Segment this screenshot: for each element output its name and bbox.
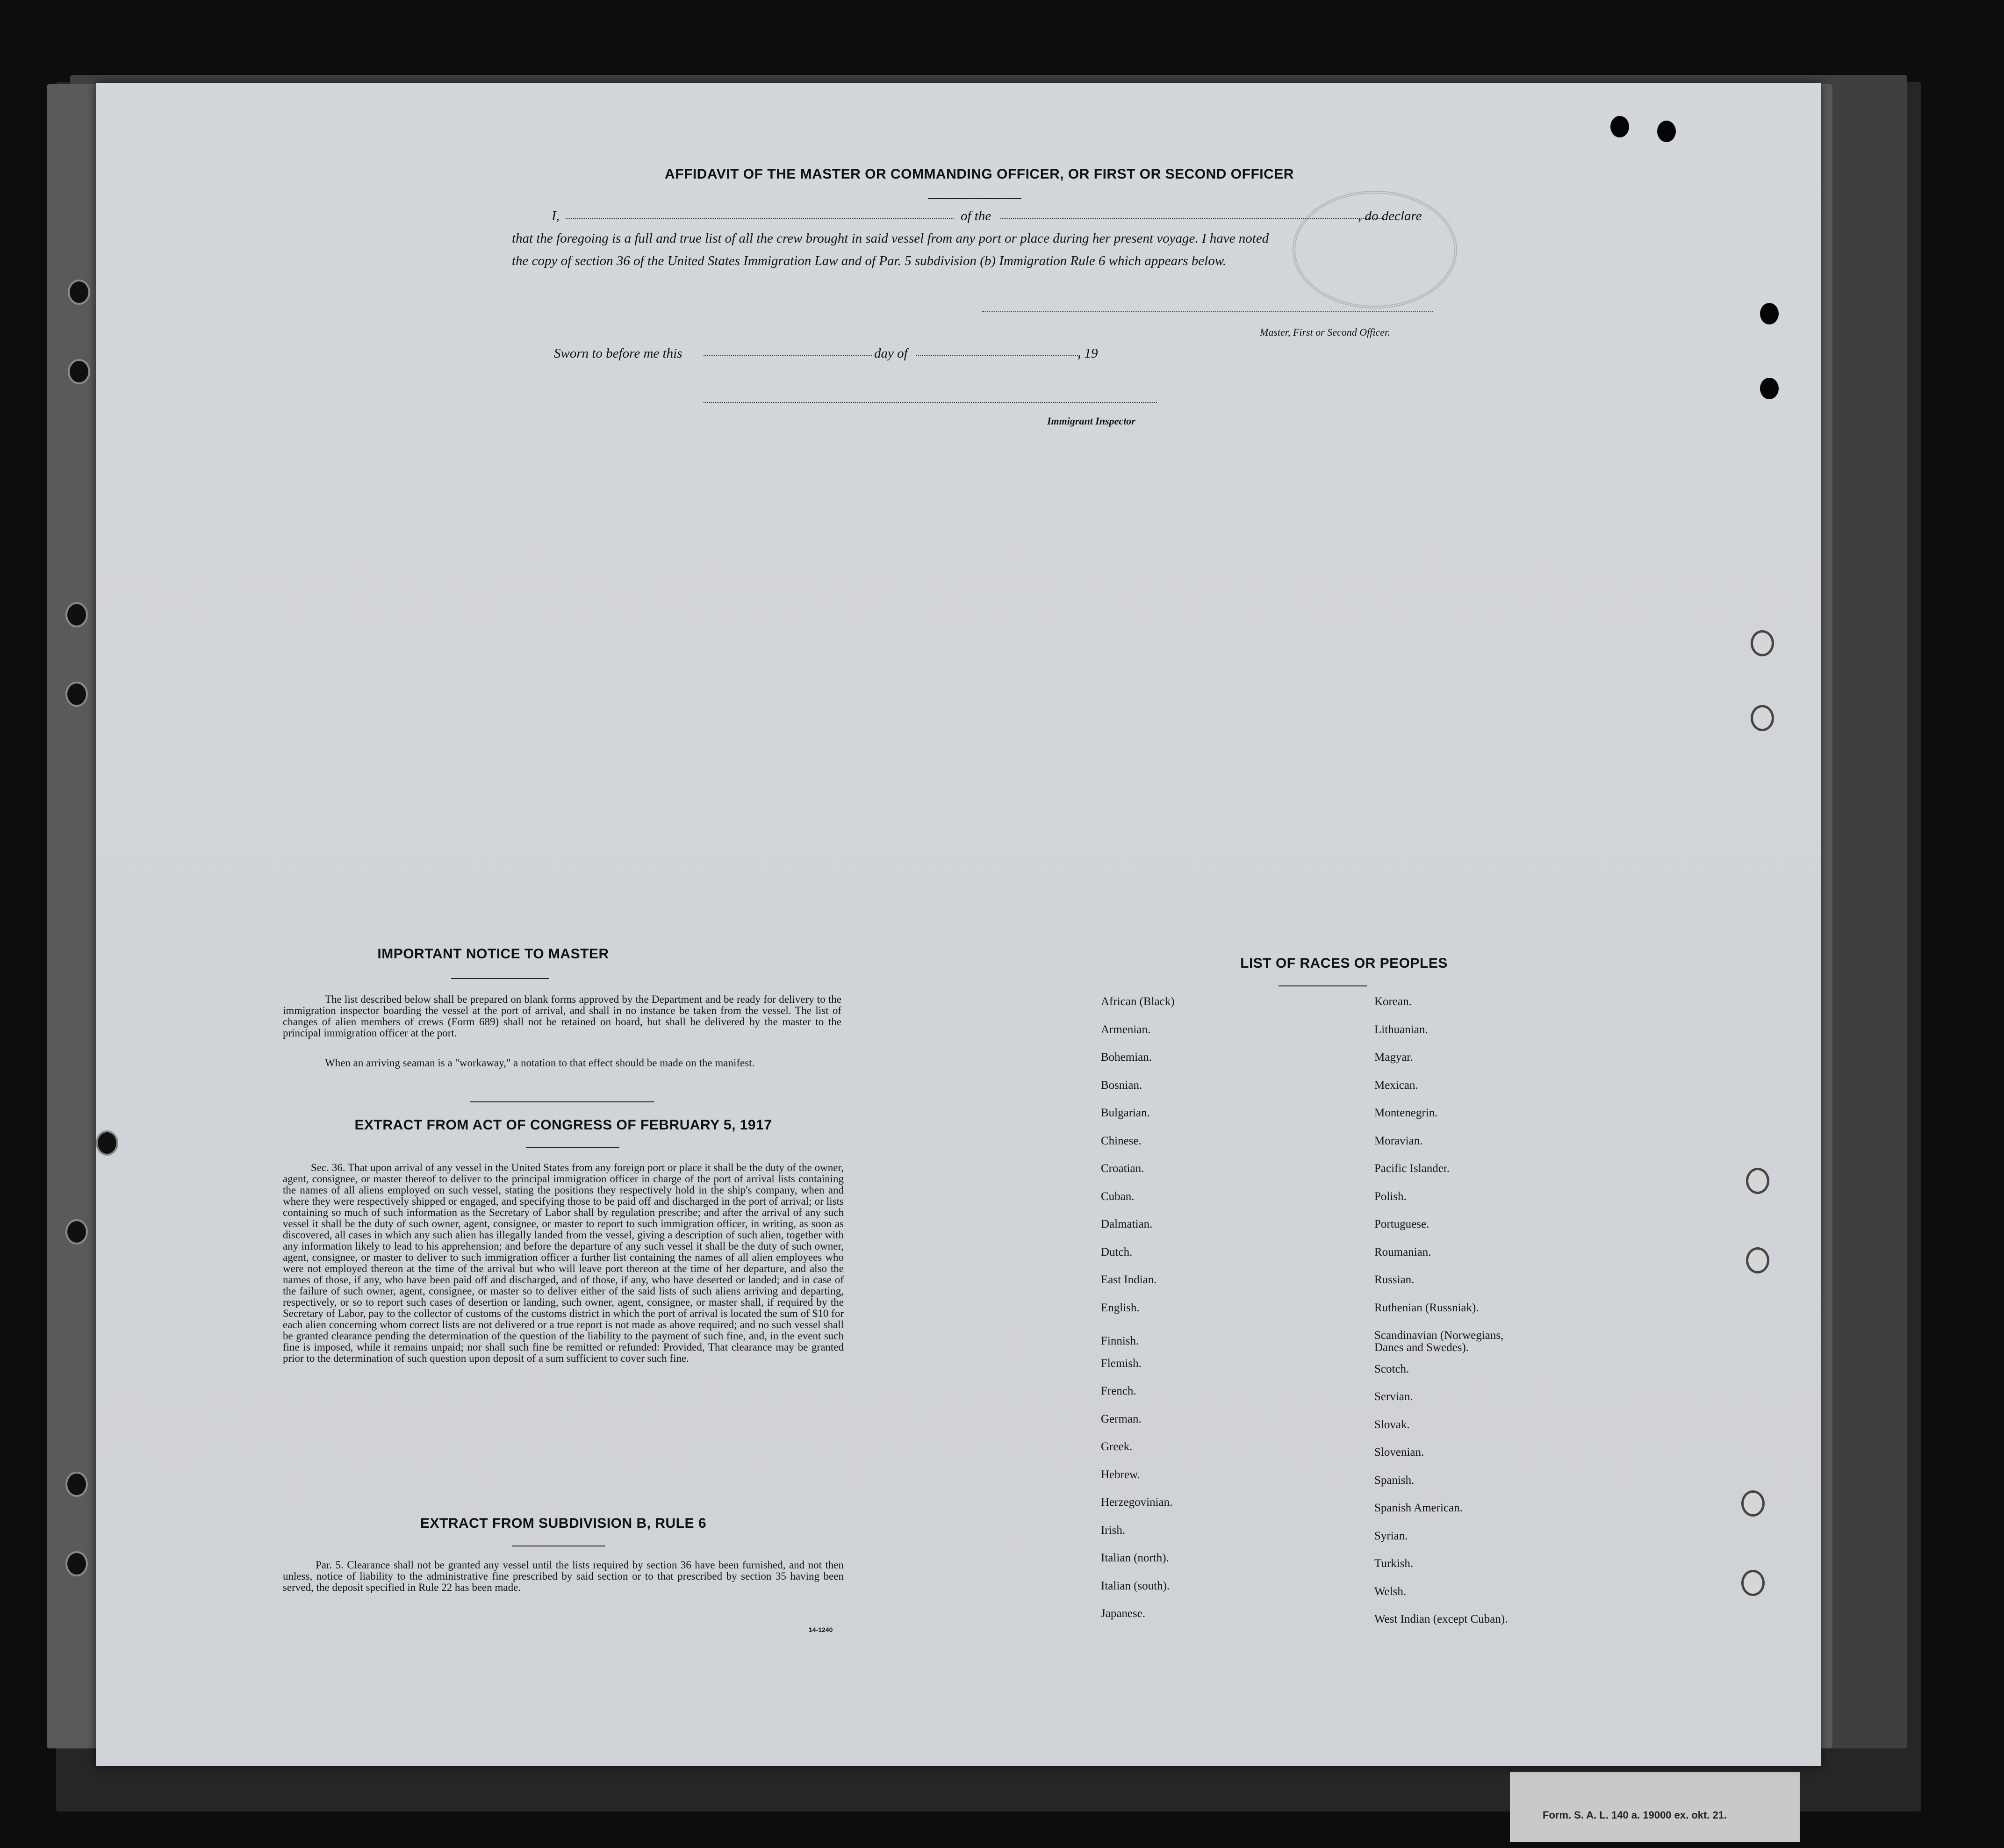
punch-hole: [65, 1472, 88, 1497]
punch-hole: [1746, 1247, 1769, 1273]
race-item: Russian.: [1374, 1273, 1415, 1286]
race-item: Dutch.: [1101, 1245, 1133, 1258]
extract-rule-title: EXTRACT FROM SUBDIVISION B, RULE 6: [420, 1516, 707, 1531]
race-item: Croatian.: [1101, 1162, 1144, 1175]
race-item: African (Black): [1101, 995, 1175, 1008]
punch-hole: [68, 359, 90, 384]
race-item: Syrian.: [1374, 1529, 1408, 1542]
race-item: German.: [1101, 1412, 1142, 1425]
sworn-month-blank: [916, 355, 1080, 356]
race-item: Bulgarian.: [1101, 1107, 1150, 1119]
affidavit-line1-end: , do declare: [1358, 209, 1422, 223]
signature-blank: [982, 311, 1433, 312]
affidavit-line1-start: I,: [552, 209, 560, 223]
race-item: Spanish.: [1374, 1474, 1415, 1487]
inspector-signature-blank: [704, 402, 1157, 403]
form-number: 14-1240: [809, 1626, 833, 1633]
day-of-text: day of: [874, 346, 908, 361]
race-item: Slovak.: [1374, 1418, 1410, 1431]
punch-hole: [1746, 1168, 1769, 1194]
punch-hole: [65, 602, 88, 627]
race-item: Korean.: [1374, 995, 1412, 1008]
divider: [526, 1147, 619, 1148]
punch-hole: [65, 682, 88, 707]
bottom-slip-text: Form. S. A. L. 140 a. 19000 ex. okt. 21.: [1543, 1809, 1727, 1821]
year-prefix: , 19: [1077, 346, 1098, 361]
race-item: Armenian.: [1101, 1023, 1151, 1036]
punch-hole: [1741, 1490, 1765, 1517]
punch-hole: [65, 1551, 88, 1576]
sworn-text: Sworn to before me this: [554, 346, 682, 361]
race-item: Polish.: [1374, 1190, 1407, 1203]
punch-hole: [1751, 630, 1774, 656]
race-item: Italian (south).: [1101, 1579, 1170, 1592]
document-page: [96, 83, 1821, 1766]
race-item: Herzegovinian.: [1101, 1496, 1173, 1509]
race-item: Chinese.: [1101, 1134, 1142, 1147]
sworn-day-blank: [704, 355, 872, 356]
bottom-slip: [1510, 1772, 1800, 1842]
race-item: West Indian (except Cuban).: [1374, 1613, 1508, 1625]
inspector-caption: Immigrant Inspector: [1047, 415, 1135, 427]
race-item: Portuguese.: [1374, 1218, 1429, 1230]
race-item: Hebrew.: [1101, 1468, 1140, 1481]
punch-hole: [1741, 1570, 1765, 1596]
extract-act-title: EXTRACT FROM ACT OF CONGRESS OF FEBRUARY 5, 1917: [354, 1117, 772, 1133]
affidavit-line2: that the foregoing is a full and true list of all the crew brought in said vessel from any port or place during her present voyage. I have noted: [512, 231, 1269, 246]
race-item: Japanese.: [1101, 1607, 1146, 1620]
race-item: Scandinavian (Norwegians, Danes and Swedes).: [1374, 1329, 1504, 1354]
punch-hole: [1751, 705, 1774, 731]
divider: [451, 978, 549, 979]
divider: [470, 1101, 654, 1102]
race-item: Bosnian.: [1101, 1079, 1142, 1092]
signature-caption: Master, First or Second Officer.: [1260, 326, 1390, 338]
punch-hole: [1657, 121, 1676, 142]
race-item: Greek.: [1101, 1440, 1133, 1453]
race-item: Scotch.: [1374, 1362, 1409, 1375]
race-item: Montenegrin.: [1374, 1107, 1438, 1119]
affidavit-line3: the copy of section 36 of the United States Immigration Law and of Par. 5 subdivision (b) Immigration Rule 6 which appears below.: [512, 253, 1227, 268]
notice-body-2: When an arriving seaman is a "workaway," a notation to that effect should be made on the manifest.: [325, 1057, 755, 1069]
race-item: Finnish.: [1101, 1335, 1139, 1347]
punch-hole: [1610, 116, 1629, 137]
race-item: Italian (north).: [1101, 1552, 1169, 1564]
race-item: Slovenian.: [1374, 1446, 1424, 1459]
race-item: Magyar.: [1374, 1051, 1413, 1064]
race-item: Servian.: [1374, 1390, 1413, 1403]
race-item: Moravian.: [1374, 1134, 1423, 1147]
race-item: Turkish.: [1374, 1557, 1414, 1570]
race-item: Lithuanian.: [1374, 1023, 1428, 1036]
notice-title: IMPORTANT NOTICE TO MASTER: [377, 946, 609, 962]
punch-hole: [96, 1130, 118, 1156]
race-item: English.: [1101, 1301, 1140, 1314]
race-item: Bohemian.: [1101, 1051, 1152, 1064]
punch-hole: [1760, 378, 1779, 399]
race-item: Pacific Islander.: [1374, 1162, 1450, 1175]
punch-hole: [1760, 303, 1779, 324]
name-blank: [566, 218, 954, 219]
race-item: Ruthenian (Russniak).: [1374, 1301, 1479, 1314]
race-item: Mexican.: [1374, 1079, 1418, 1092]
divider: [928, 198, 1021, 199]
race-item: Irish.: [1101, 1524, 1126, 1537]
race-item: Dalmatian.: [1101, 1218, 1153, 1230]
race-item: Welsh.: [1374, 1585, 1407, 1598]
punch-hole: [65, 1219, 88, 1244]
race-item: Roumanian.: [1374, 1245, 1431, 1258]
race-item: Spanish American.: [1374, 1502, 1463, 1514]
race-item: East Indian.: [1101, 1273, 1157, 1286]
race-item: Cuban.: [1101, 1190, 1135, 1203]
affidavit-title: AFFIDAVIT OF THE MASTER OR COMMANDING OFFICER, OR FIRST OR SECOND OFFICER: [665, 166, 1294, 182]
notice-body: The list described below shall be prepared on blank forms approved by the Department and be ready for delivery to the immigration inspector boarding the vessel at the port of arrival, and shall in no instance be taken from the vessel. The list of changes of alien members of crews (Form 689) shall not be retained on board, but shall be delivered by the master to the principal immigration officer at the port.: [283, 993, 841, 1039]
races-title: LIST OF RACES OR PEOPLES: [1240, 956, 1448, 971]
divider: [1279, 985, 1367, 986]
races-left-column: [1101, 996, 1363, 1641]
punch-hole: [68, 280, 90, 305]
affidavit-line1-mid: of the: [961, 209, 991, 223]
vessel-blank: [1000, 218, 1384, 219]
extract-act-body: Sec. 36. That upon arrival of any vessel in the United States from any foreign port or place it shall be the duty of the owner, agent, consignee, or master thereof to deliver to the principal immigration officer in charge of the port of arrival lists containing the names of all aliens employed on such vessel, stating the positions they respectively hold in the ship's company, when and where they were respectively shipped or engaged, and specifying those to be paid off and discharged in the port of arrival; or lists containing so much of such information as the Secretary of Labor shall by regulation prescribe; and after the arrival of any such vessel it shall be the duty of such owner, agent, consignee, or master to report to such immigration officer, in writing, as soon as discovered, all cases in which any such alien has illegally landed from the vessel, giving a description of such alien, together with any information likely to lead to his apprehension; and before the departure of any such vessel it shall be the duty of such owner, agent, consignee, or master to deliver to such immigration officer a further list containing the names of all alien employees who were not employed thereon at the time of the arrival but who will leave port thereon at the time of her departure, and also the names of those, if any, who have been paid off and discharged, and of those, if any, who have deserted or landed; and in case of the failure of such owner, agent, consignee, or master so to deliver either of the said lists of such aliens arriving and departing, respectively, or so to report such cases of desertion or landing, such owner, agent, consignee, or master shall, if required by the Secretary of Labor, pay to the collector of customs of the customs district in which the port of arrival is located the sum of $10 for each alien concerning whom correct lists are not delivered or a true report is not made as above required; and no such vessel shall be granted clearance pending the determination of the question of the liability to the payment of such fine, and, in the event such fine is imposed, while it remains unpaid; nor shall such fine be remitted or refunded: Provided, That clearance may be granted prior to the determination of such question upon deposit of a sum sufficient to cover such fine.: [283, 1162, 844, 1364]
race-item: French.: [1101, 1385, 1136, 1397]
races-right-column: [1374, 996, 1636, 1641]
race-item: Flemish.: [1101, 1357, 1142, 1370]
extract-rule-body: Par. 5. Clearance shall not be granted any vessel until the lists required by section 36 have been furnished, and not then unless, notice of liability to the administrative fine prescribed by said section or to that prescribed by section 35 having been served, the deposit specified in Rule 22 has been made.: [283, 1559, 844, 1593]
